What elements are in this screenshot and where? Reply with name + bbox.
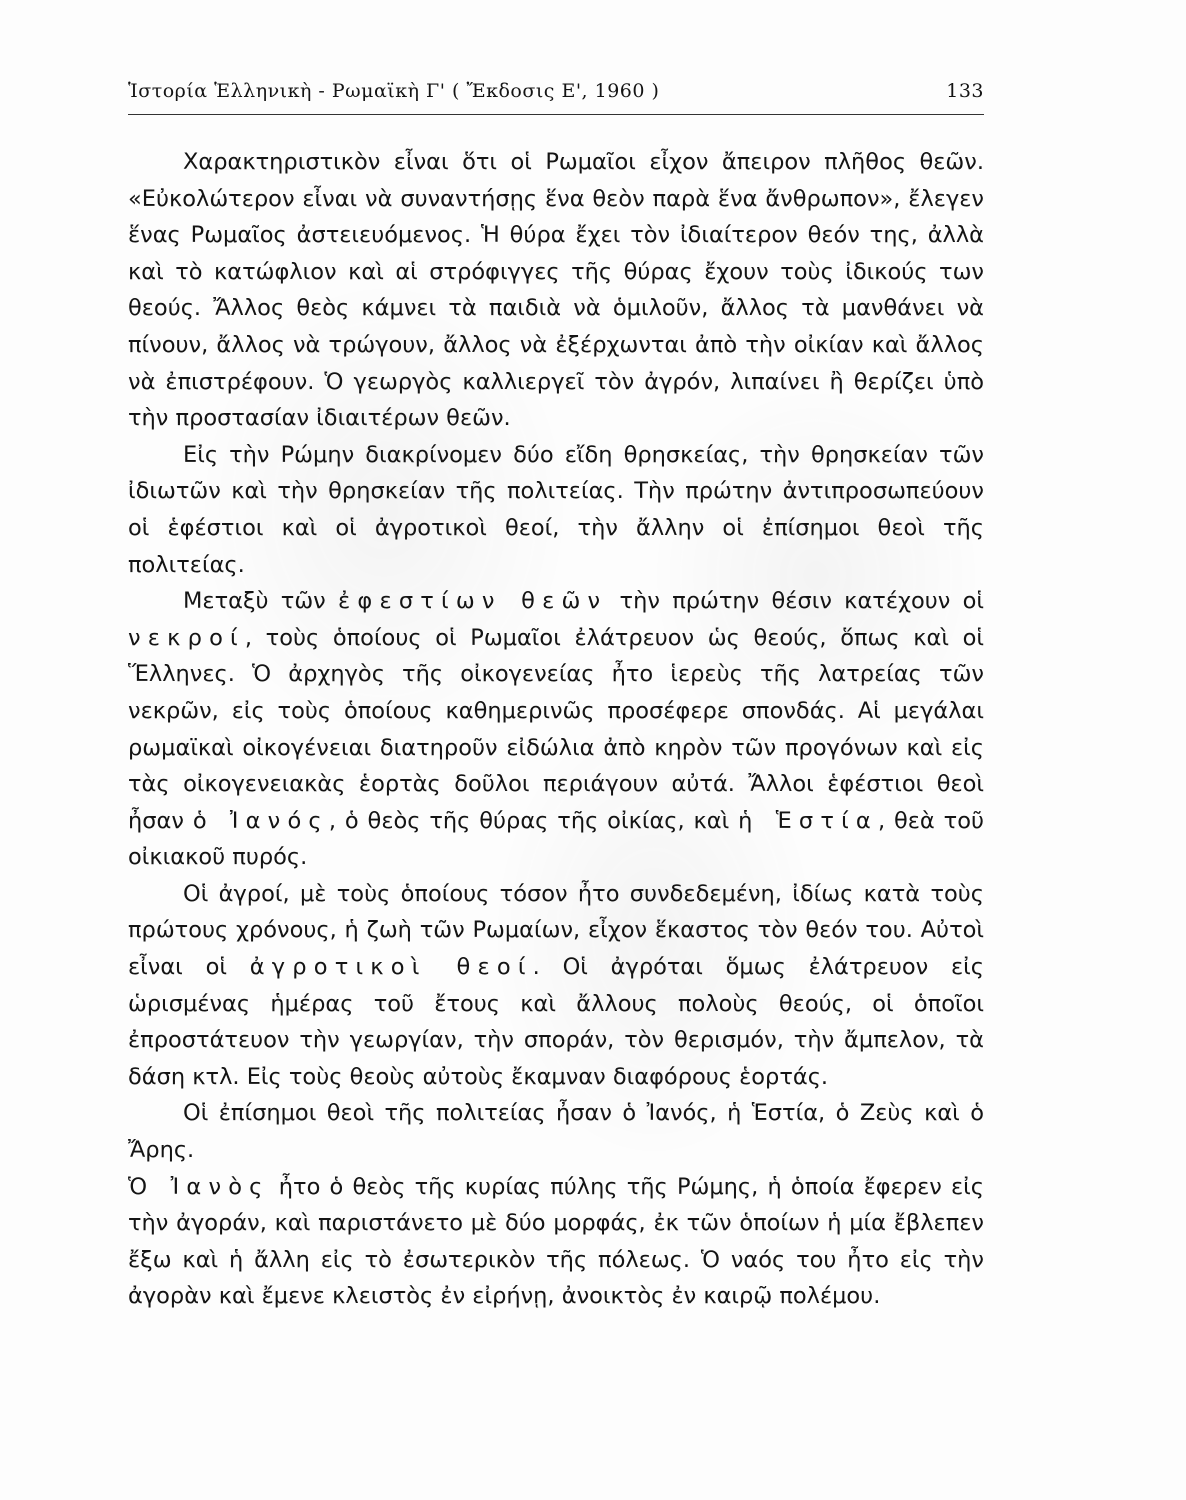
paragraph-hearth-gods [128, 583, 984, 876]
header-rule [128, 114, 984, 115]
paragraph-polytheism: Χαρακτηριστικὸν εἶναι ὅτι οἱ Ρωμαῖοι εἶχον ἄπειρον πλῆθος θεῶν. «Εὐκολώτερον εἶναι νὰ συναντήσῃς ἕνα θεὸν παρὰ ἕνα ἄνθρωπον», ἔλεγεν ἕνας Ρωμαῖος ἀστειευόμενος. Ἡ θύρα ἔχει τὸν ἰδιαίτερον θεόν της, ἀλλὰ καὶ τὸ κατώφλιον καὶ αἱ στρόφιγγες τῆς θύρας ἔχουν τοὺς ἰδικούς των θεούς. Ἄλλος θεὸς κάμνει τὰ παιδιὰ νὰ ὁμιλοῦν, ἄλλος τὰ μανθάνει νὰ πίνουν, ἄλλος νὰ τρώγουν, ἄλλος νὰ ἐξέρχωνται ἀπὸ τὴν οἰκίαν καὶ ἄλλος νὰ ἐπιστρέφουν. Ὁ γεωργὸς καλλιεργεῖ τὸν ἀγρόν, λιπαίνει ἢ θερίζει ὑπὸ τὴν προστασίαν ἰδιαιτέρων θεῶν. [128, 149, 984, 432]
spaced-term-hearth-gods: ἐφεστίων θεῶν [338, 588, 608, 615]
paragraph-official-gods: Οἱ ἐπίσημοι θεοὶ τῆς πολιτείας ἦσαν ὁ Ἰανός, ἡ Ἑστία, ὁ Ζεὺς καὶ ὁ Ἄρης. [128, 1100, 984, 1164]
text-run: ἦτο ὁ θεὸς τῆς κυρίας πύλης τῆς Ρώμης, ἡ ὁποία ἔφερεν εἰς τὴν ἀγοράν, καὶ παριστάνετο μὲ δύο μορφάς, ἐκ τῶν ὁποίων ἡ μία ἔβλεπεν ἔξω καὶ ἡ ἄλλη εἰς τὸ ἐσωτερικὸν τῆς πόλεως. Ὁ ναός του ἦτο εἰς τὴν ἀγορὰν καὶ ἔμενε κλειστὸς ἐν εἰρήνῃ, ἀνοικτὸς ἐν καιρῷ πολέμου. [128, 1173, 984, 1310]
body-text [128, 144, 984, 1315]
page-header [128, 80, 984, 106]
spaced-term-janus-lead: Ὁ Ἰανὸς [128, 1173, 270, 1200]
text-run: , θεὰ τοῦ οἰκιακοῦ πυρός. [128, 807, 984, 871]
text-run: Μεταξὺ τῶν [183, 588, 339, 615]
text-run: , ὁ θεὸς τῆς θύρας τῆς οἰκίας, καὶ [328, 807, 739, 834]
running-title: Ἱστορία Ἑλληνικὴ - Ρωμαϊκὴ Γ' ( Ἔκδοσις Ε', 1960 ) [128, 80, 660, 102]
paragraph-two-religions: Εἰς τὴν Ρώμην διακρίνομεν δύο εἴδη θρησκείας, τὴν θρησκείαν τῶν ἰδιωτῶν καὶ τὴν θρησκείαν τῆς πολιτείας. Τὴν πρώτην ἀντιπροσωπεύουν οἱ ἑφέστιοι καὶ οἱ ἀγροτικοὶ θεοί, τὴν ἄλλην οἱ ἐπίσημοι θεοὶ τῆς πολιτείας. [128, 441, 984, 578]
spaced-term-dead: νεκροί [128, 624, 245, 651]
paragraph-rural-gods [128, 876, 984, 1096]
spaced-term-janus: ὁ Ἰανός [192, 807, 329, 834]
text-run: Οἱ ἀγροί, μὲ τοὺς ὁποίους τόσον ἦτο συνδεδεμένη, ἰδίως κατὰ τοὺς πρώτους χρόνους, ἡ ζωὴ τῶν Ρωμαίων, εἶχον ἕκαστος τὸν θεόν του. Αὐτοὶ εἶναι οἱ [128, 880, 984, 981]
text-run: τὴν πρώτην θέσιν κατέχουν οἱ [607, 588, 984, 615]
paragraph-janus [128, 1169, 984, 1315]
page-number: 133 [946, 80, 984, 102]
text-run: . Οἱ ἀγρόται ὅμως ἐλάτρευον εἰς ὡρισμένας ἡμέρας τοῦ ἔτους καὶ ἄλλους πολοὺς θεούς, οἱ ὁποῖοι ἐπροστάτευον τὴν γεωργίαν, τὴν σποράν, τὸν θερισμόν, τὴν ἄμπελον, τὰ δάση κτλ. Εἰς τοὺς θεοὺς αὐτοὺς ἔκαμναν διαφόρους ἑορτάς. [128, 954, 984, 1090]
spaced-term-hestia: ἡ Ἑστία [738, 807, 878, 834]
text-run: , τοὺς ὁποίους οἱ Ρωμαῖοι ἐλάτρευον ὡς θεούς, ὅπως καὶ οἱ Ἕλληνες. Ὁ ἀρχηγὸς τῆς οἰκογενείας ἦτο ἱερεὺς τῆς λατρείας τῶν νεκρῶν, εἰς τοὺς ὁποίους καθημερινῶς προσέφερε σπονδάς. Αἱ μεγάλαι ρωμαϊκαὶ οἰκογένειαι διατηροῦν εἰδώλια ἀπὸ κηρὸν τῶν προγόνων καὶ εἰς τὰς οἰκογενειακὰς ἑορτὰς δοῦλοι περιάγουν αὐτά. Ἄλλοι ἑφέστιοι θεοὶ ἦσαν [128, 624, 984, 834]
spaced-term-rural-gods: ἀγροτικοὶ θεοί [249, 954, 533, 981]
